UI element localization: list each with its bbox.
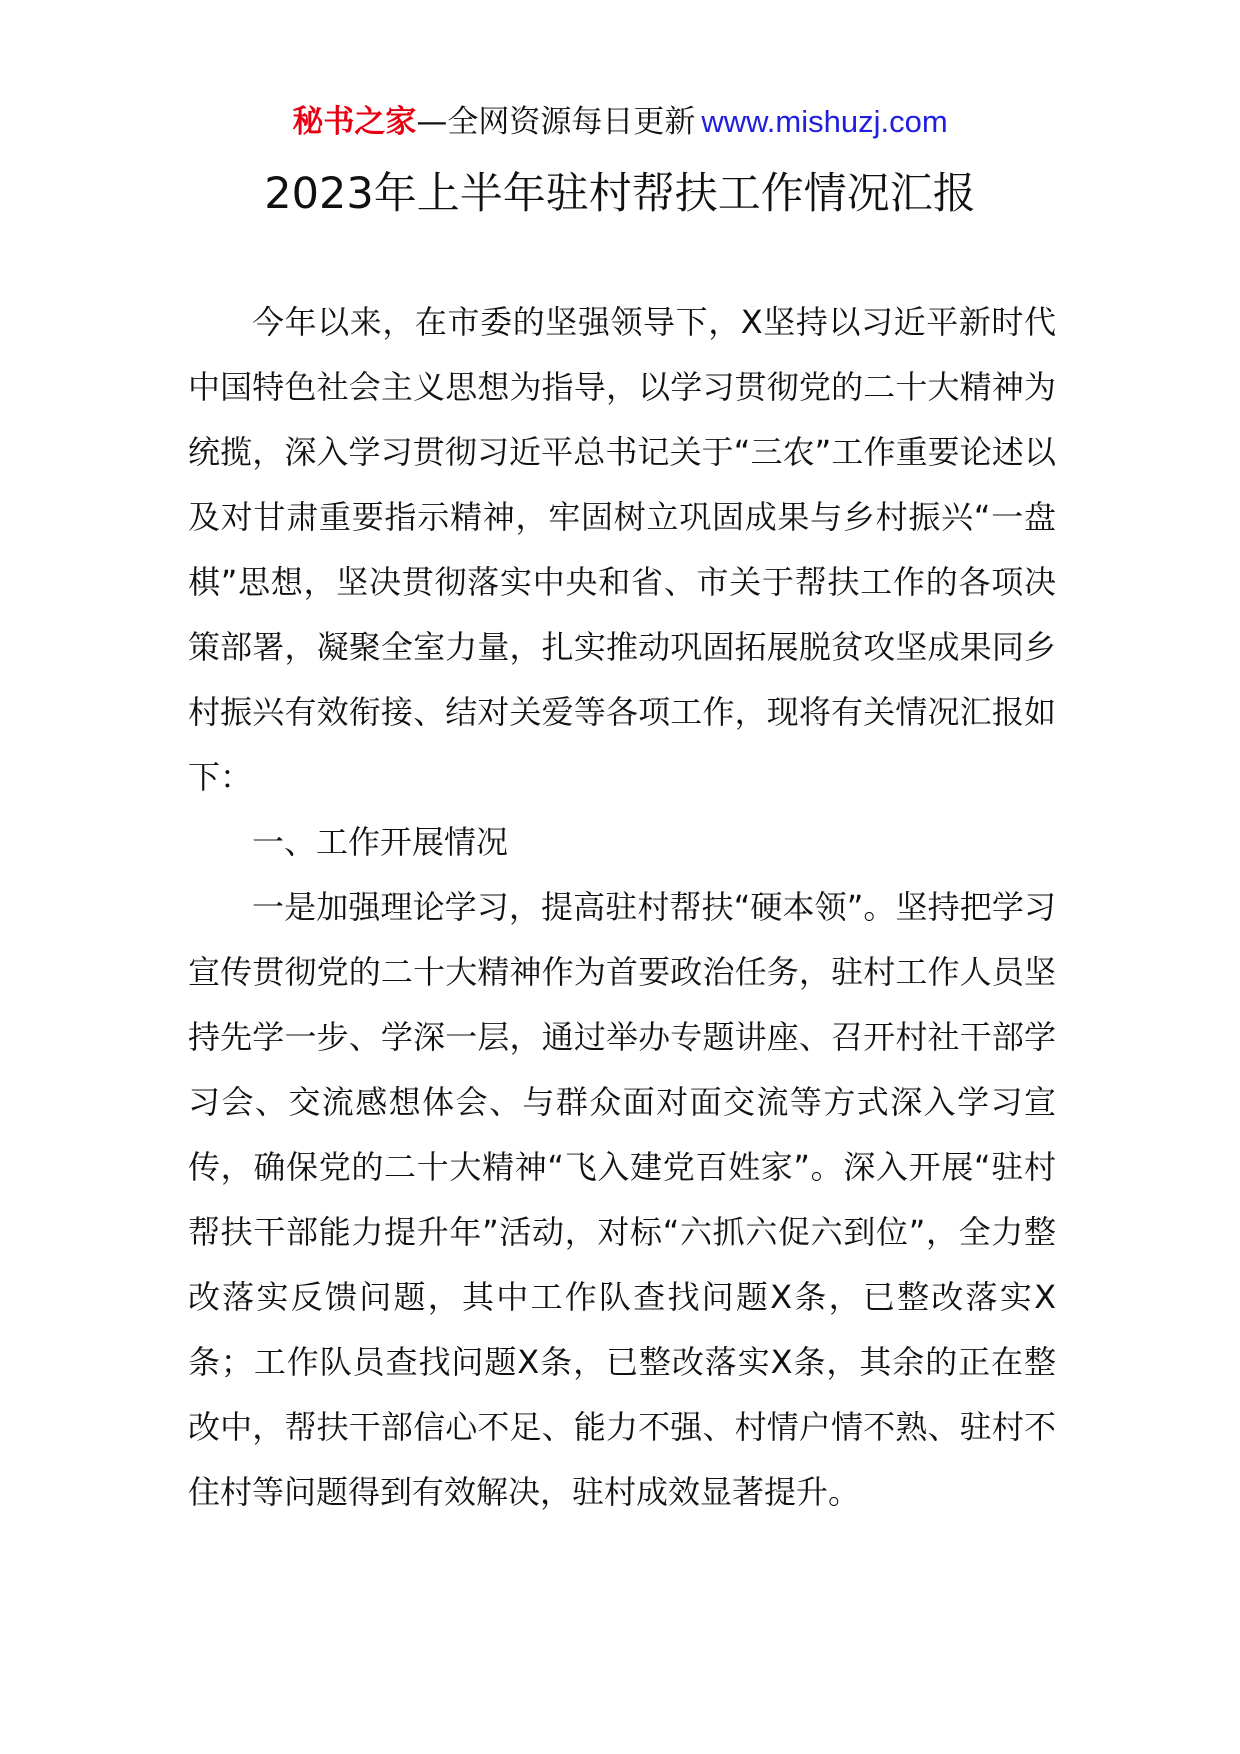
document-title: 2023年上半年驻村帮扶工作情况汇报 xyxy=(264,169,976,219)
document-body xyxy=(188,290,1056,1525)
intro-paragraph: 今年以来，在市委的坚强领导下，X坚持以习近平新时代中国特色社会主义思想为指导，以学习贯彻党的二十大精神为统揽，深入学习贯彻习近平总书记关于“三农”工作重要论述以及对甘肃重要指示精神，牢固树立巩固成果与乡村振兴“一盘棋”思想，坚决贯彻落实中央和省、市关于帮扶工作的各项决策部署，凝聚全室力量，扎实推动巩固拓展脱贫攻坚成果同乡村振兴有效衔接、结对关爱等各项工作，现将有关情况汇报如下： xyxy=(188,303,1056,796)
section-heading: 一、工作开展情况 xyxy=(252,823,509,861)
body-paragraph: 一是加强理论学习，提高驻村帮扶“硬本领”。坚持把学习宣传贯彻党的二十大精神作为首要政治任务，驻村工作人员坚持先学一步、学深一层，通过举办专题讲座、召开村社干部学习会、交流感想体会、与群众面对面交流等方式深入学习宣传，确保党的二十大精神“飞入建党百姓家”。深入开展“驻村帮扶干部能力提升年”活动，对标“六抓六促六到位”，全力整改落实反馈问题，其中工作队查找问题X条，已整改落实X条；工作队员查找问题X条，已整改落实X条，其余的正在整改中，帮扶干部信心不足、能力不强、村情户情不熟、驻村不住村等问题得到有效解决，驻村成效显著提升。 xyxy=(188,888,1056,1511)
site-banner xyxy=(0,102,1240,142)
banner-tagline: —全网资源每日更新 xyxy=(416,104,696,140)
site-url-link[interactable]: www.mishuzj.com xyxy=(701,104,948,139)
brand-name: 秘书之家 xyxy=(292,104,417,140)
